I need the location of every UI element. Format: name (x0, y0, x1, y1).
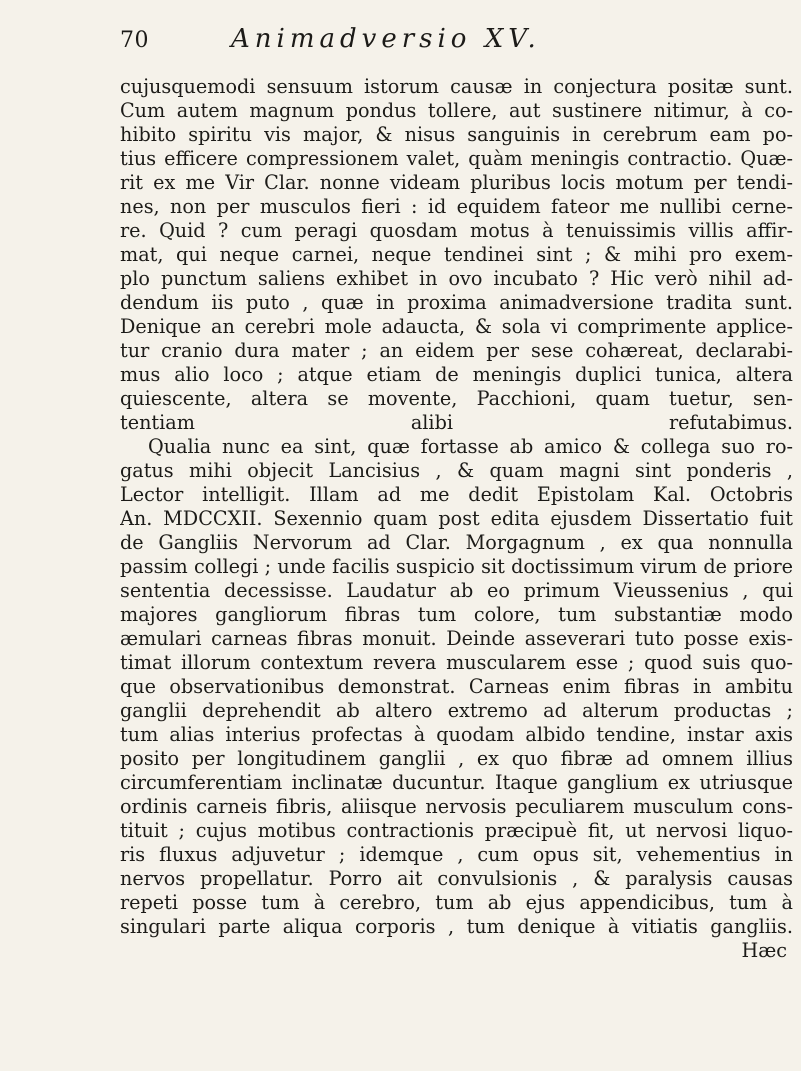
text-line: ris fluxus adjuvetur ; idemque , cum opus sit, vehementius in (120, 843, 793, 866)
text-line: Cum autem magnum pondus tollere, aut sustinere nitimur, à co- (120, 99, 793, 122)
text-line: mus alio loco ; atque etiam de meningis duplici tunica, altera (120, 363, 793, 386)
text-line: tituit ; cujus motibus contractionis præcipuè fit, ut nervosi liquo- (120, 819, 793, 842)
text-line: ordinis carneis fibris, aliisque nervosis peculiarem musculum cons- (120, 795, 793, 818)
text-line: plo punctum saliens exhibet in ovo incubato ? Hic verò nihil ad- (120, 267, 793, 290)
text-line: hibito spiritu vis major, & nisus sanguinis in cerebrum eam po- (120, 123, 793, 146)
text-line: rit ex me Vir Clar. nonne videam pluribus locis motum per tendi- (120, 171, 793, 194)
text-line: majores gangliorum fibras tum colore, tum substantiæ modo (120, 603, 793, 626)
text-line: quiescente, altera se movente, Pacchioni, quam tuetur, sen- (120, 387, 793, 410)
text-line: tum alias interius profectas à quodam albido tendine, instar axis (120, 723, 793, 746)
text-line: nervos propellatur. Porro ait convulsionis , & paralysis causas (120, 867, 793, 890)
text-line: tius efficere compressionem valet, quàm meningis contractio. Quæ- (120, 147, 793, 170)
text-line: posito per longitudinem ganglii , ex quo fibræ ad omnem illius (120, 747, 793, 770)
text-line: circumferentiam inclinatæ ducuntur. Itaque ganglium ex utriusque (120, 771, 793, 794)
text-line: Qualia nunc ea sint, quæ fortasse ab amico & collega suo ro- (148, 435, 793, 458)
page-header (120, 6, 771, 56)
running-title: Animadversio XV. (231, 24, 541, 54)
body-text (120, 75, 793, 963)
text-line: An. MDCCXII. Sexennio quam post edita ejusdem Dissertatio fuit (120, 507, 793, 530)
text-line: mat, qui neque carnei, neque tendinei sint ; & mihi pro exem- (120, 243, 793, 266)
page-number: 70 (120, 28, 149, 53)
text-line: Denique an cerebri mole adaucta, & sola vi comprimente applice- (120, 315, 793, 338)
text-line: repeti posse tum à cerebro, tum ab ejus appendicibus, tum à (120, 891, 793, 914)
text-line: ganglii deprehendit ab altero extremo ad alterum productas ; (120, 699, 793, 722)
text-line: timat illorum contextum revera muscularem esse ; quod suis quo- (120, 651, 793, 674)
text-line: re. Quid ? cum peragi quosdam motus à tenuissimis villis affir- (120, 219, 793, 242)
text-line: gatus mihi objecit Lancisius , & quam magni sint ponderis , (120, 459, 793, 482)
text-line: tentiam alibi refutabimus. (120, 411, 793, 434)
text-line: Lector intelligit. Illam ad me dedit Epistolam Kal. Octobris (120, 483, 793, 506)
text-line: singulari parte aliqua corporis , tum denique à vitiatis gangliis. (120, 915, 793, 938)
catchword: Hæc (741, 939, 787, 962)
text-line: que observationibus demonstrat. Carneas enim fibras in ambitu (120, 675, 793, 698)
text-line: nes, non per musculos fieri : id equidem fateor me nullibi cerne- (120, 195, 793, 218)
text-line: passim collegi ; unde facilis suspicio sit doctissimum virum de priore (120, 555, 793, 578)
text-line: sententia decessisse. Laudatur ab eo primum Vieussenius , qui (120, 579, 793, 602)
text-line: dendum iis puto , quæ in proxima animadversione tradita sunt. (120, 291, 793, 314)
text-line: de Gangliis Nervorum ad Clar. Morgagnum , ex qua nonnulla (120, 531, 793, 554)
text-line: æmulari carneas fibras monuit. Deinde asseverari tuto posse exis- (120, 627, 793, 650)
text-line: cujusquemodi sensuum istorum causæ in conjectura positæ sunt. (120, 75, 793, 98)
text-line: tur cranio dura mater ; an eidem per sese cohæreat, declarabi- (120, 339, 793, 362)
